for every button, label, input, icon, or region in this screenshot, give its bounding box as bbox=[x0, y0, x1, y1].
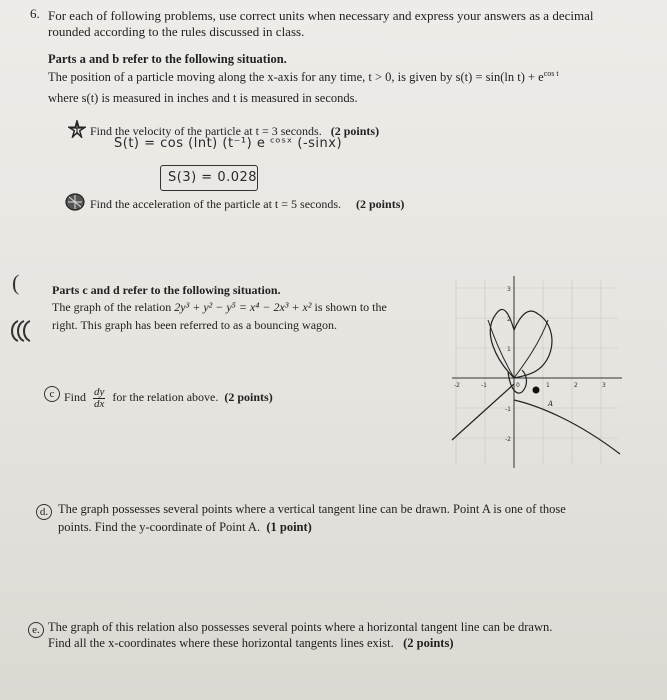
part-a-text: Find the velocity of the particle at t = 3 seconds. bbox=[90, 124, 322, 138]
wagon-statement: right. This graph has been referred to as a bouncing wagon. bbox=[52, 318, 338, 332]
part-e-line-2 bbox=[48, 636, 453, 651]
x-tick-1: 1 bbox=[546, 382, 550, 389]
part-e-points: (2 points) bbox=[403, 636, 454, 650]
y-tick-3: 3 bbox=[507, 286, 511, 293]
x-tick-3: 3 bbox=[602, 382, 606, 389]
handwritten-answer: S(3) = 0.028 bbox=[168, 170, 258, 185]
x-tick-2: 2 bbox=[574, 382, 578, 389]
tick-labels bbox=[454, 286, 606, 443]
point-a-label: A bbox=[548, 400, 554, 408]
intro-line-2: rounded according to the rules discussed in class. bbox=[48, 24, 305, 39]
fraction-denominator: dx bbox=[94, 398, 105, 410]
star-marker-icon bbox=[68, 120, 86, 138]
dy-dx-fraction bbox=[93, 386, 105, 410]
y-tick-2: 2 bbox=[507, 316, 511, 323]
part-b-text: Find the acceleration of the particle at t = 5 seconds. bbox=[90, 197, 342, 211]
part-c-rest: for the relation above. bbox=[112, 389, 219, 404]
part-c-label: c bbox=[44, 386, 60, 402]
part-e-text: Find all the x-coordinates where these horizontal tangents lines exist. bbox=[48, 636, 394, 650]
graph-grid bbox=[456, 280, 618, 464]
point-a-marker bbox=[533, 387, 540, 394]
part-d-line-2 bbox=[58, 520, 312, 535]
position-text: The position of a particle moving along the x-axis for any time, t > 0, is given by s(t) = sin(ln t) + e bbox=[48, 70, 544, 85]
part-d-points: (1 point) bbox=[266, 520, 312, 534]
part-e-label: e. bbox=[28, 622, 44, 638]
part-d-line-1: The graph possesses several points where a vertical tangent line can be drawn. Point A is one of those bbox=[58, 502, 566, 516]
part-d-text: points. Find the y-coordinate of Point A. bbox=[58, 520, 261, 534]
part-b-points: (2 points) bbox=[356, 197, 405, 211]
scribbled-label-icon bbox=[64, 192, 86, 212]
part-c-find: Find bbox=[64, 389, 87, 404]
bouncing-wagon-graph bbox=[448, 272, 626, 472]
part-e-line-1: The graph of this relation also possesses several points where a horizontal tangent line can be drawn. bbox=[48, 620, 553, 634]
relation-prefix: The graph of the relation bbox=[52, 300, 172, 314]
relation-statement bbox=[52, 300, 387, 315]
x-tick-0: 0 bbox=[516, 382, 520, 389]
y-tick-1: 1 bbox=[507, 346, 511, 353]
intro-line-1: For each of following problems, use correct units when necessary and express your answers as a decimal bbox=[48, 8, 594, 23]
x-tick-neg2: -2 bbox=[454, 382, 460, 389]
part-a-points: (2 points) bbox=[330, 124, 380, 138]
position-statement bbox=[48, 69, 559, 85]
question-number: 6. bbox=[30, 6, 40, 21]
part-d-label: d. bbox=[36, 504, 52, 520]
y-tick-neg2: -2 bbox=[505, 436, 511, 443]
section-ab-heading: Parts a and b refer to the following situation. bbox=[48, 52, 287, 66]
part-b-prompt bbox=[90, 197, 404, 212]
units-statement: where s(t) is measured in inches and t is measured in seconds. bbox=[48, 91, 358, 105]
section-cd-heading: Parts c and d refer to the following situation. bbox=[52, 283, 281, 297]
fraction-numerator: dy bbox=[94, 386, 105, 398]
x-tick-neg1: -1 bbox=[481, 382, 487, 389]
part-c-points: (2 points) bbox=[224, 389, 273, 404]
position-exponent: cos t bbox=[543, 69, 559, 78]
handwritten-derivative: S(t) = cos (lnt) (t⁻¹) e ᶜᵒˢˣ (-sinx) bbox=[114, 136, 343, 151]
margin-paren-mark: ( bbox=[12, 270, 20, 295]
y-tick-neg1: -1 bbox=[505, 406, 511, 413]
part-c-prompt bbox=[64, 386, 273, 410]
margin-mark-icon bbox=[4, 318, 34, 344]
relation-equation: 2y³ + y² − y⁵ = x⁴ − 2x³ + x² bbox=[174, 300, 312, 314]
relation-suffix: is shown to the bbox=[314, 300, 387, 314]
